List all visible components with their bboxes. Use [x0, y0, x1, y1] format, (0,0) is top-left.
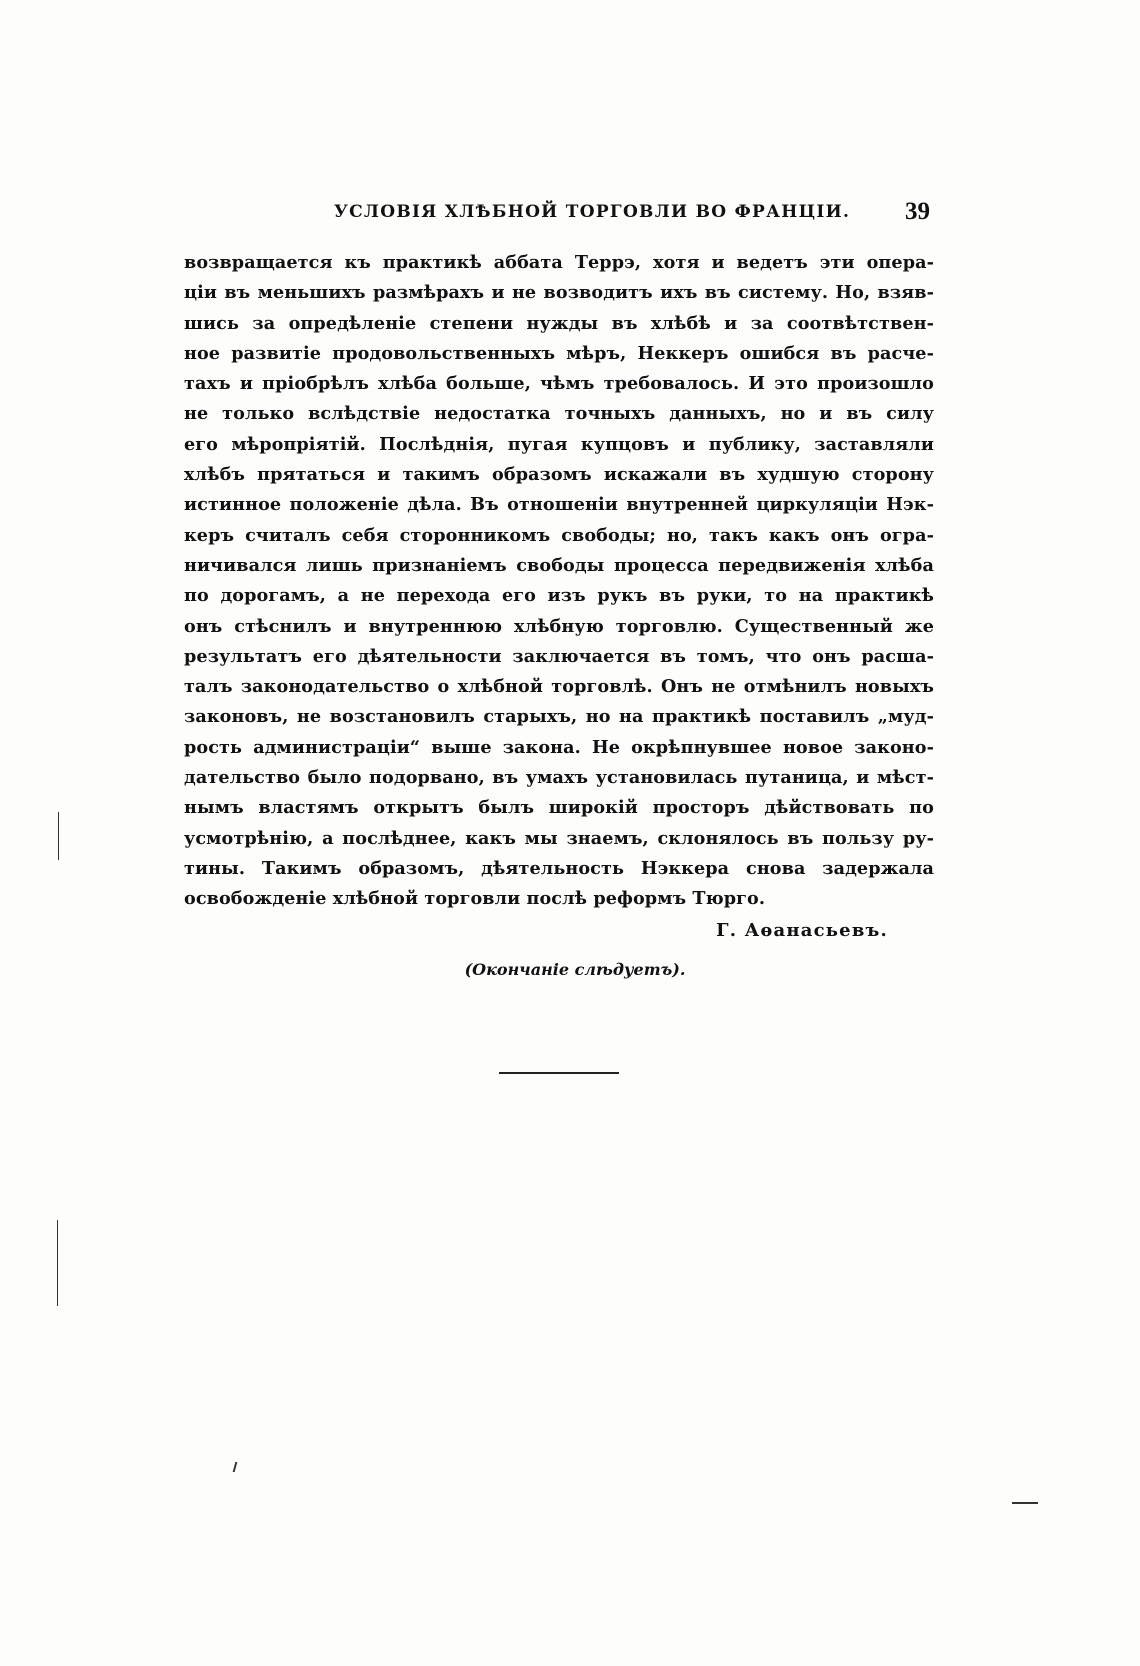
page-number: 39	[905, 198, 930, 225]
running-title: УСЛОВІЯ ХЛѢБНОЙ ТОРГОВЛИ ВО ФРАНЦІИ.	[334, 202, 851, 222]
text-line: ное развитіе продовольственныхъ мѣръ, Неккеръ ошибся въ расче-	[184, 342, 934, 364]
text-line: талъ законодательство о хлѣбной торговлѣ. Онъ не отмѣнилъ новыхъ	[184, 676, 934, 698]
scan-mark-bottom	[233, 1462, 238, 1472]
continued-note-wrapper	[0, 960, 1140, 979]
scan-mark-right	[1012, 1502, 1038, 1504]
text-line: тины. Такимъ образомъ, дѣятельность Нэккера снова задержала	[184, 857, 934, 879]
running-head	[184, 198, 932, 228]
scan-mark-left-2	[57, 1220, 58, 1306]
text-line: шись за опредѣленіе степени нужды въ хлѣбѣ и за соотвѣтствен-	[184, 312, 934, 334]
text-line: законовъ, не возстановилъ старыхъ, но на практикѣ поставилъ „муд-	[184, 706, 934, 728]
text-line: рость администраціи“ выше закона. Не окрѣпнувшее новое законо-	[184, 736, 934, 758]
text-line: хлѣбъ прятаться и такимъ образомъ искажали въ худшую сторону	[184, 464, 934, 486]
author-signature: Г. Аѳанасьевъ.	[716, 920, 888, 941]
section-end-rule	[499, 1072, 619, 1074]
body-text	[184, 248, 934, 915]
text-line: ничивался лишь признаніемъ свободы процесса передвиженія хлѣба	[184, 554, 934, 576]
text-line: онъ стѣснилъ и внутреннюю хлѣбную торговлю. Существенный же	[184, 615, 934, 637]
text-line: его мѣропріятій. Послѣднія, пугая купцовъ и публику, заставляли	[184, 433, 934, 455]
text-line: дательство было подорвано, въ умахъ установилась путаница, и мѣст-	[184, 767, 934, 789]
text-line: результатъ его дѣятельности заключается въ томъ, что онъ расша-	[184, 645, 934, 667]
text-line: нымъ властямъ открытъ былъ широкій просторъ дѣйствовать по	[184, 797, 934, 819]
continued-note: (Окончаніе слѣдуетъ).	[464, 960, 686, 979]
text-line: освобожденіе хлѣбной торговли послѣ реформъ Тюрго.	[184, 888, 766, 910]
text-line: ціи въ меньшихъ размѣрахъ и не возводитъ ихъ въ систему. Но, взяв-	[184, 282, 934, 304]
text-line: керъ считалъ себя сторонникомъ свободы; но, такъ какъ онъ огра-	[184, 524, 934, 546]
text-line: истинное положеніе дѣла. Въ отношеніи внутренней циркуляціи Нэк-	[184, 494, 934, 516]
text-line: возвращается къ практикѣ аббата Террэ, хотя и ведетъ эти опера-	[184, 252, 934, 273]
text-line: тахъ и пріобрѣлъ хлѣба больше, чѣмъ требовалось. И это произошло	[184, 373, 934, 395]
text-line: не только вслѣдствіе недостатка точныхъ данныхъ, но и въ силу	[184, 403, 934, 425]
scan-mark-left-1	[58, 812, 59, 860]
text-line: усмотрѣнію, а послѣднее, какъ мы знаемъ, склонялось въ пользу ру-	[184, 827, 934, 849]
text-line: по дорогамъ, а не перехода его изъ рукъ въ руки, то на практикѣ	[184, 585, 934, 607]
